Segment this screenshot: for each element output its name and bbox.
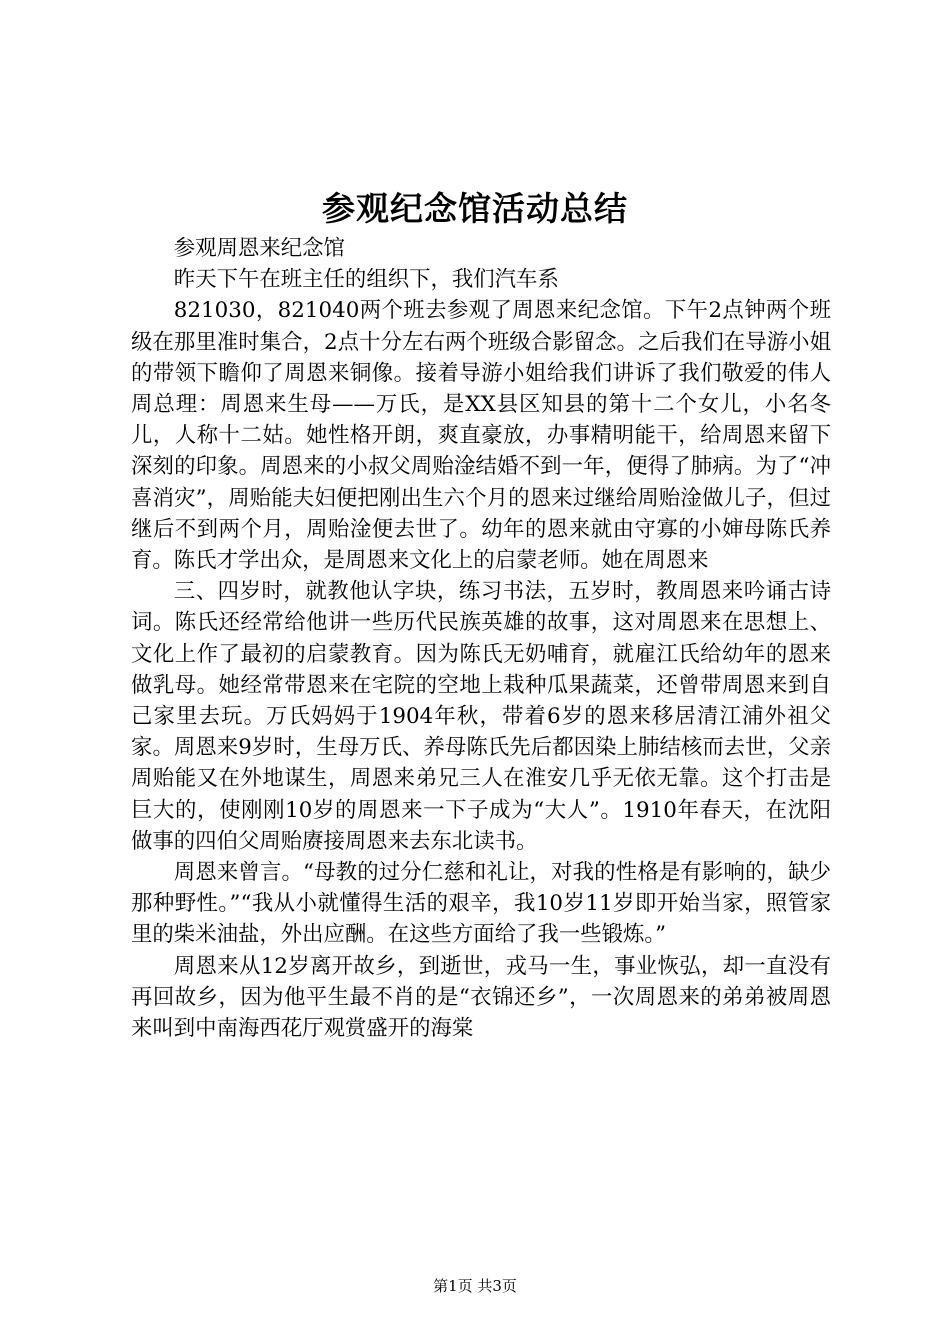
paragraph: 821030，821040两个班去参观了周恩来纪念馆。下午2点钟两个班级在那里准时集合，2点十分左右两个班级合影留念。之后我们在导游小姐的带领下瞻仰了周恩来铜像。接着导游小姐给我们讲诉了我们敬爱的伟人周总理：周恩来生母——万氏，是XX县区知县的第十二个女儿，小名冬儿，人称十二姑。她性格开朗，爽直豪放，办事精明能干，给周恩来留下深刻的印象。周恩来的小叔父周贻淦结婚不到一年，便得了肺病。为了“冲喜消灾”，周贻能夫妇便把刚出生六个月的恩来过继给周贻淦做儿子，但过继后不到两个月，周贻淦便去世了。幼年的恩来就由守寡的小婶母陈氏养育。陈氏才学出众，是周恩来文化上的启蒙老师。她在周恩来 (131, 298, 831, 574)
paragraph: 周恩来从12岁离开故乡，到逝世，戎马一生，事业恢弘，却一直没有再回故乡，因为他平生最不肖的是“衣锦还乡”，一次周恩来的弟弟被周恩来叫到中南海西花厅观赏盛开的海棠 (131, 953, 831, 1042)
document-title: 参观纪念馆活动总结 (322, 189, 628, 228)
paragraph: 昨天下午在班主任的组织下，我们汽车系 (173, 267, 559, 293)
page-footer: 第1页 共3页 (433, 1277, 517, 1295)
document-body (131, 233, 831, 1044)
paragraph: 三、四岁时，就教他认字块，练习书法，五岁时，教周恩来吟诵古诗词。陈氏还经常给他讲一些历代民族英雄的故事，这对周恩来在思想上、文化上作了最初的启蒙教育。因为陈氏无奶哺育，就雇江氏给幼年的恩来做乳母。她经常带恩来在宅院的空地上栽种瓜果蔬菜，还曾带周恩来到自己家里去玩。万氏妈妈于1904年秋，带着6岁的恩来移居清江浦外祖父家。周恩来9岁时，生母万氏、养母陈氏先后都因染上肺结核而去世，父亲周贻能又在外地谋生，周恩来弟兄三人在淮安几乎无依无靠。这个打击是巨大的，使刚刚10岁的周恩来一下子成为“大人”。1910年春天，在沈阳做事的四伯父周贻赓接周恩来去东北读书。 (131, 579, 831, 854)
paragraph-heading: 参观周恩来纪念馆 (173, 236, 345, 261)
paragraph: 周恩来曾言。“母教的过分仁慈和礼让，对我的性格是有影响的，缺少那种野性。”“我从小就懂得生活的艰辛，我10岁11岁即开始当家，照管家里的柴米油盐，外出应酬。在这些方面给了我一些锻炼。” (131, 860, 831, 948)
